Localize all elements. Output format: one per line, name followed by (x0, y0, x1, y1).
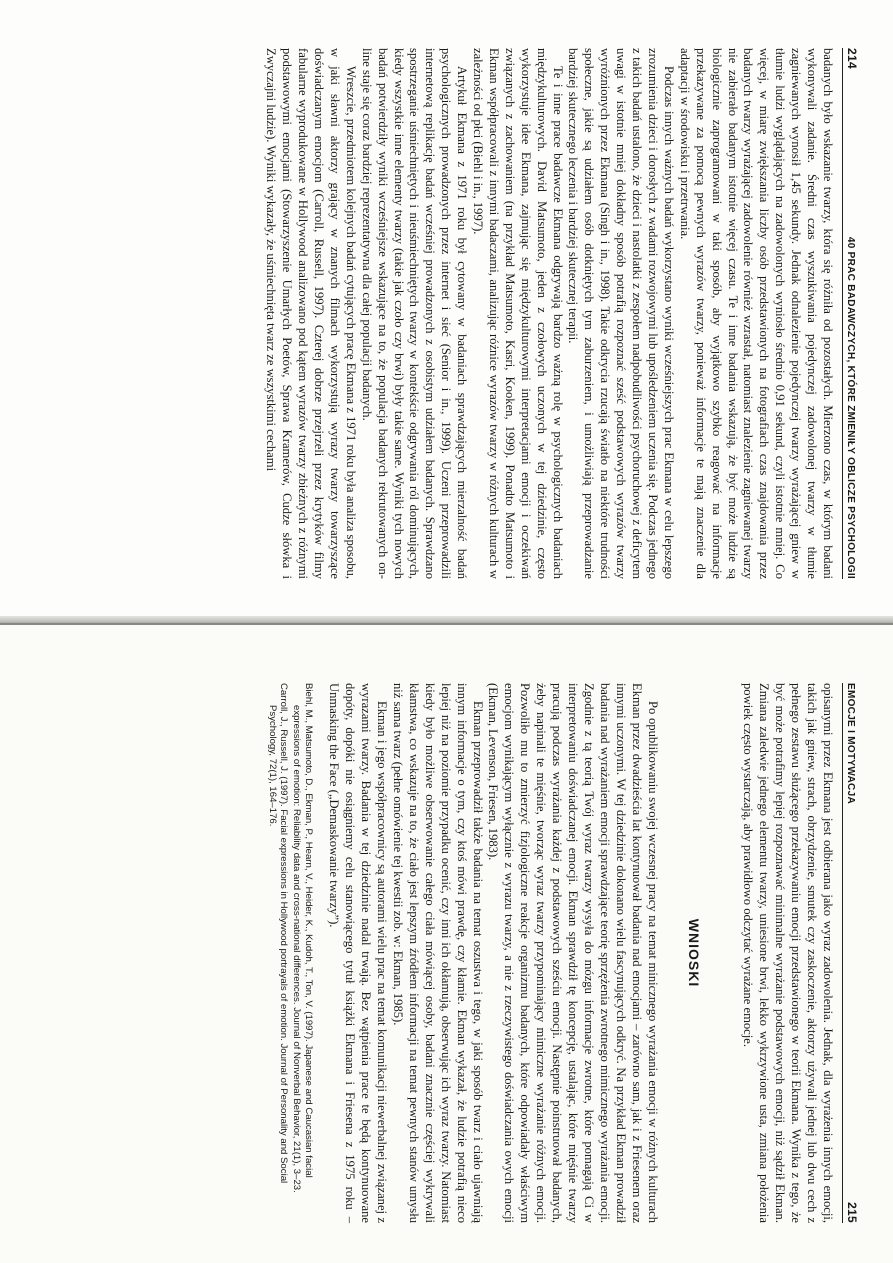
right-paragraph: Ekman przeprowadził także badania na temat oszustwa i tego, w jaki sposób twarz i ciało ujawniają innym informacje o tym, czy ktoś mówi prawdę, czy kłamie. Ekman wykazał, że ludzie potrafią nieco lepiej niż na poziomie przypadku ocenić, czy inni ich okłamują, obserwując ich wyraz twarzy. Natomiast kiedy było możliwe obserwowanie całego ciała mówiącej osoby, badani znacznie częściej wykrywali kłamstwa, co wskazuje na to, że ciało jest lepszym źródłem informacji na temat pewnych stanów umysłu niż sama twarz (pełne omówienie tej kwestii zob. w: Ekman, 1985). (391, 683, 485, 1223)
right-running-head (842, 683, 859, 1223)
right-paragraph: Po opublikowaniu swojej wczesnej pracy na temat minicznego wyrażania emocji w różnych kulturach Ekman przez dwadzieścia lat kontynuował badania nad emocjami – zarówno sam, jak i z Friesenem oraz innymi uczonymi. W tej dziedzinie dokonano wielu fascynujących odkryć. Na przykład Ekman prowadził badania nad wyrażaniem emocji sprawdzające teorię sprzężenia zwrotnego mimicznego wyrażania emocji. Zgodnie z tą teorią Twój wyraz twarzy wysyła do mózgu informacje zwrotne, które pomagają Ci w interpretowaniu doświadczanej emocji. Ekman sprawdził tę koncepcję, ustalając, które mięśnie twarzy pracują podczas wyrażania każdej z podstawowych sześciu emocji. Następnie poinstruował badanych, żeby napinali te mięśnie, tworząc wyraz twarzy przypominający mimiczne wyrażanie różnych emocji. Pozwoliło mu to zmierzyć fizjologiczne reakcje organizmu badanych, które odpowiadały właściwym emocjom wynikającym wyłącznie z wyrazu twarzy, a nie z rzeczywistego doświadczania owych emocji (Ekman, Levenson, Friesen, 1983). (486, 683, 660, 1223)
reference-list (266, 683, 313, 1223)
left-running-head (842, 48, 859, 579)
left-page-number: 214 (845, 48, 859, 69)
right-page (0, 625, 893, 1263)
left-paragraph: Artykuł Ekmana z 1971 roku był cytowany w badaniach sprawdzających mierzalność badań psychologicznych prowadzonych przez internet i sieć (Senior i in., 1999). Uczeni przeprowadzili internetową replikację badań wcześniej prowadzonych z osobistym udziałem badanych. Sprawdzano spostrzeganie uśmiechniętych i nieuśmiechniętych twarzy w kontekście odgrywania ról dominujących, kiedy wszystkie inne elementy twarzy (takie jak czoło czy brwi) były takie same. Wyniki tych nowych badań potwierdziły wyniki wcześniejsze wskazujące na to, że populacja badanych rekrutowanych on-line staje się coraz bardziej reprezentatywna dla całej populacji badanych. (359, 48, 470, 579)
right-running-title: EMOCJE I MOTYWACJA (845, 683, 856, 804)
left-paragraph: Podczas innych ważnych badań wykorzystano wyniki wcześniejszych prac Ekmana w celu lepszego zrozumienia dzieci i dorosłych z wadami rozwojowymi lub upośledzeniem uczenia się. Podczas jednego z takich badań ustalono, że dzieci i nastolatki z zespołem nadpobudliwości psychoruchowej z deficytem uwagi w istotnie mniej dokładny sposób potrafią rozpoznać sześć podstawowych wyrazów twarzy wyróżnionych przez Ekmana (Singh i in., 1998). Takie odkrycia rzucają światło na niektóre trudności społeczne, jakie są udziałem osób dotkniętych tym zaburzeniem, i umożliwiają przeprowadzanie bardziej skutecznego leczenia i bardziej skutecznej terapii. (566, 48, 676, 579)
left-paragraph: Te i inne prace badawcze Ekmana odgrywają bardzo ważną rolę w psychologicznych badaniach międzykulturowych. David Matsumoto, jeden z czołowych uczonych w tej dziedzinie, często wykorzystuje idee Ekmana, zajmując się międzykulturowymi interpretacjami emocji i oczekiwań związanych z zachowaniem (na przykład Matsumoto, Kasri, Kooken, 1999). Ponadto Matsumoto i Ekman współpracowali z innymi badaczami, analizując różnice wyrazów twarzy w różnych kulturach w zależności od płci (Biehl i in., 1997). (471, 48, 565, 579)
left-page (0, 0, 893, 625)
reference-entry: Carroll, J., Russell, J. (1997). Facial expressions in Hollywood portrayals of emotion. Journal of Personality and Social Psychology, 72(1), 164–176. (266, 683, 290, 1184)
right-paragraph: opisanymi przez Ekmana jest odbierana jako wyraz zadowolenia. Jednak, dla wyrażenia innych emocji, takich jak gniew, strach, obrzydzenie, smutek czy zaskoczenie, aktorzy używali jednej lub dwu cech z pełnego zestawu służącego przekazywaniu emocji przedstawionego w teorii Ekmana. Wynika z tego, że być może potrafimy lepiej rozpoznawać minimalne wyrażanie podstawowych emocji, niż sądził Ekman. Zmiana zaledwie jednego elementu twarzy, uniesione brwi, lekko wykrzywione usta, zmiana położenia powiek często wystarczają, aby prawidłowo odczytać wyrażane emocje. (741, 683, 835, 1223)
right-page-number: 215 (845, 1202, 859, 1223)
right-paragraph: Ekman i jego współpracownicy są autorami wielu prac na temat komunikacji niewerbalnej związanej z wyrazami twarzy. Badania w tej dziedzinie nadal trwają. Bez wątpienia prace te będą kontynuowane dopóty, dopóki nie osiągniemy celu stanowiącego tytuł książki Ekmana i Friesena z 1975 roku – Unmasking the Face („Demaskowanie twarzy”). (327, 683, 390, 1223)
left-running-title: 40 PRAC BADAWCZYCH, KTÓRE ZMIENIŁY OBLICZE PSYCHOLOGII (845, 236, 856, 579)
left-paragraph: Wreszcie, przedmiotem kolejnych badań cytujących pracę Ekmana z 1971 roku była analiza sposobu, w jaki sławni aktorzy grający w znanych filmach wykorzystują wyrazy twarzy towarzyszące doświadczanym emocjom (Carroll, Russell, 1997). Czterej dobrze przejrzeli przez krytyków filmy fabularne wyprodukowane w Hollywood analizowano pod kątem wyrazów twarzy zbieżnych z różnymi podstawowymi emocjami (Stowarzyszenie Umarłych Poetów, Sprawa Kramerów, Cudze słówka i Zwyczajni ludzie). Wyniki wykazały, że uśmiechnięta twarz ze wszystkimi cechami (264, 48, 358, 579)
reference-entry: Biehl, M., Matsumoto, D., Ekman, P., Hearn, V., Heider, K., Kudoh, T., Ton, V. (1997). Japanese and Caucasian facial expressions of emotion: Reliability data and cross-national differences. Journal of Nonverbal Behavior, 21(1), 3–23. (290, 683, 314, 1193)
section-heading: WNIOSKI (685, 918, 702, 988)
left-paragraph: badanych było wskazanie twarzy, która się różniła od pozostałych. Mierzono czas, w którym badani wykonywali zadanie. Średni czas wyszukiwania pojedynczej zadowolonej twarzy w tłumie zagniewanych wynosił 1,45 sekundy. Jednak odnalezienie pojedynczej twarzy wyrażającej gniew w tłumie ludzi wyglądających na zadowolonych wyniosło średnio 0,91 sekund, czyli istotnie mniej. Co więcej, w miarę zwiększania liczby osób przedstawionych na fotografiach czas znajdowania przez badanych twarzy wyrażającej zadowolenie również wzrastał, natomiast znalezienie zagniewanej twarzy nie zabierało badanym istotnie więcej czasu. Te i inne badania wskazują, że być może ludzie są biologicznie zaprogramowani w taki sposób, aby wyjątkowo szybko reagować na informacje przekazywane za pomocą pewnych wyrazów twarzy, ponieważ informacje te mają znaczenie dla adaptacji w środowisku i przetrwania. (677, 48, 835, 579)
